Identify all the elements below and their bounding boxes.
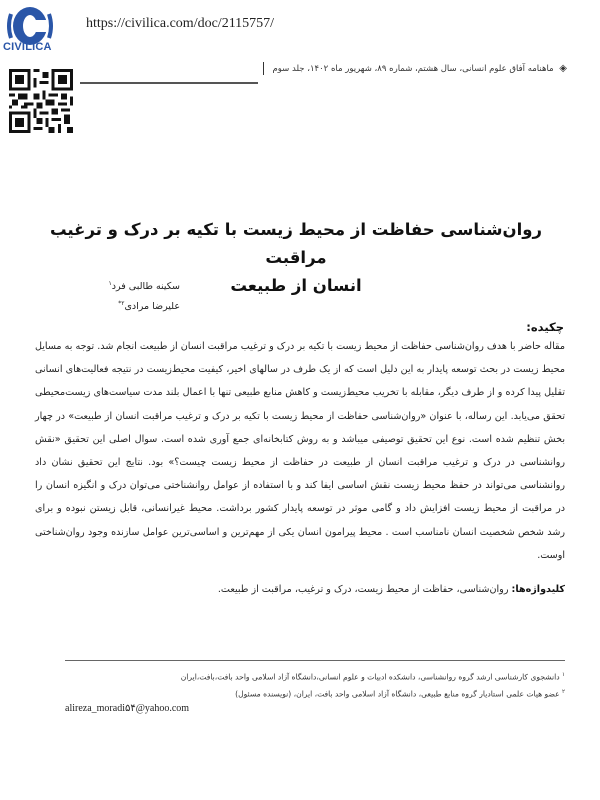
header-separator (263, 62, 264, 75)
journal-info (82, 62, 567, 75)
keywords-label: کلیدواژه‌ها: (511, 584, 565, 595)
abstract-text: مقاله حاضر با هدف روان‌شناسی حفاظت از محیط زیست با تکیه بر درک و ترغیب مراقبت انسان از طبیعت انجام شد. توجه به مسایل محیط زیست در بحث توسعه پایدار به این دلیل است که از یک طرف در سالهای اخیر، کیفیت محیط‌زیست در نتیجه فعالیت‌های انسانی تقلیل پیدا کرده و از طرف دیگر، مقابله با تخریب محیط‌زیست و کاهش منابع طبیعی تنها با اعمال بلند مدت سیاست‌های زیست‌محیطی تحقق می‌یابد. این رساله، با عنوان «روان‌شناسی حفاظت از محیط زیست با تکیه بر درک و ترغیب مراقبت انسان از طبیعت» در چهار بخش تنظیم شده است. نوع این تحقیق توصیفی میباشد و به روش کتابخانه‌ای جمع آوری شده است. سوال اصلی این تحقیق «نقش روانشناسی در درک و ترغیب مراقبت انسان از طبیعت در حفاظت از محیط زیست چیست؟» بود. نتایج این تحقیق نشان داد روانشناسی می‌تواند در حفظ محیط زیست نقش اساسی ایفا کند و با استفاده از عوامل روانشناختی می‌توان درک و انگیزه انسان را در مراقبت از محیط زیست افزایش داد و گامی موثر در توسعه پایدار کشور برداشت. محیط غیرانسانی، قابل زیستن نبوده و برای رشد شخص شخصیت انسان نامناسب است . محیط پیرامون انسان یکی از مهم‌ترین و اساسی‌ترین عوامل سازنده وجود روان‌شناختی اوست. (35, 341, 565, 561)
keywords-text: روان‌شناسی، حفاظت از محیط زیست، درک و ترغیب، مراقبت از طبیعت. (217, 584, 509, 595)
author-email[interactable]: alireza_moradi۵۴@yahoo.com (65, 703, 190, 714)
journal-line: ماهنامه آفاق علوم انسانی، سال هشتم، شماره ۸۹، شهریور ماه ۱۴۰۲، جلد سوم (272, 64, 554, 74)
title-line-1: روان‌شناسی حفاظت از محیط زیست با تکیه بر درک و ترغیب مراقبت (49, 220, 543, 267)
qr-code-icon (9, 69, 73, 133)
document-url[interactable]: https://civilica.com/doc/2115757/ (86, 16, 275, 31)
keywords (35, 584, 565, 595)
authors (40, 275, 180, 315)
civilica-c-icon (4, 6, 56, 46)
footnote-1: $^۱$ دانشجوی کارشناسی ارشد گروه روانشناسی، دانشکده ادبیات و علوم انسانی،دانشگاه آزاد اسلامی واحد بافت،بافت،ایران (180, 672, 565, 682)
author-1-mark: ۱ (108, 280, 112, 287)
diamond-icon: ◈ (559, 63, 567, 74)
footnote-divider (65, 660, 565, 661)
author-1: سکینه طالبی فرد$^۱$ (108, 280, 180, 293)
author-2: علیرضا مرادی$^{۲*}$ (118, 300, 180, 313)
qr-code (9, 69, 73, 133)
title-line-2: انسان از طبیعت (230, 276, 362, 295)
footnotes (65, 668, 565, 701)
footnote-2: $^۲$ عضو هیات علمی استادیار گروه منابع طبیعی، دانشگاه آزاد اسلامی واحد بافت، ایران، (نویسنده مسئول) (235, 688, 565, 699)
header-rule (80, 82, 258, 84)
abstract-heading: چکیده: (526, 320, 564, 334)
logo-text: CIVILICA (3, 41, 52, 53)
author-2-mark: ۲* (118, 300, 125, 308)
